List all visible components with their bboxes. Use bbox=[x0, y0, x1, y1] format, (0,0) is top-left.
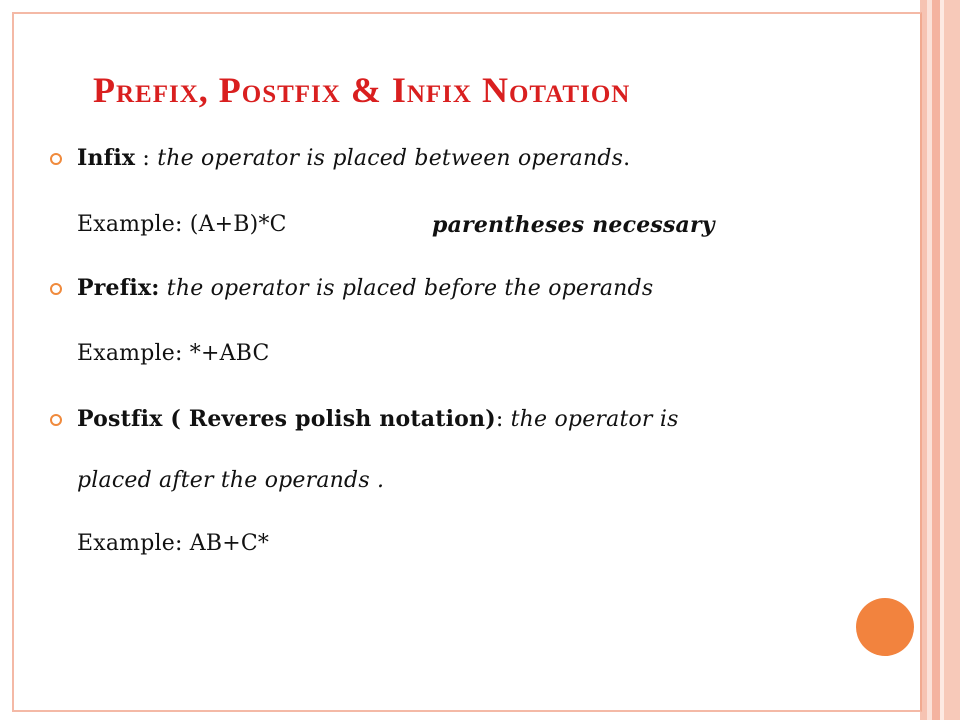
slide-title: Prefix, Postfix & Infix Notation bbox=[93, 70, 631, 110]
decorative-strip bbox=[932, 0, 940, 720]
postfix-definition-line-2 bbox=[77, 466, 384, 496]
prefix-definition-line bbox=[77, 273, 653, 304]
infix-separator: : bbox=[135, 146, 158, 171]
prefix-term: Prefix: bbox=[77, 275, 160, 301]
postfix-definition-part2: placed after the operands . bbox=[77, 468, 385, 493]
infix-definition-line bbox=[77, 143, 630, 174]
infix-example-line bbox=[77, 210, 287, 240]
postfix-example-line bbox=[77, 529, 269, 559]
prefix-example-line bbox=[77, 339, 270, 369]
infix-term: Infix bbox=[77, 145, 136, 171]
infix-example-value: (A+B)*C bbox=[189, 212, 287, 237]
infix-note-line bbox=[432, 210, 715, 241]
bullet-icon bbox=[50, 283, 62, 295]
infix-example-label: Example: bbox=[77, 212, 190, 237]
bullet-icon bbox=[50, 153, 62, 165]
bullet-icon bbox=[50, 414, 62, 426]
prefix-definition: the operator is placed before the operands bbox=[159, 276, 654, 301]
prefix-example-value: *+ABC bbox=[189, 341, 270, 366]
postfix-term: Postfix ( Reveres polish notation) bbox=[77, 406, 496, 432]
postfix-separator: : bbox=[495, 407, 504, 432]
infix-definition-end: . bbox=[623, 146, 631, 171]
decorative-strip bbox=[944, 0, 960, 720]
infix-definition: the operator is placed between operands bbox=[157, 146, 624, 171]
infix-note: parentheses necessary bbox=[432, 212, 715, 238]
decorative-circle bbox=[856, 598, 914, 656]
postfix-example-value: AB+C* bbox=[189, 531, 270, 556]
postfix-definition-line bbox=[77, 404, 679, 435]
postfix-example-label: Example: bbox=[77, 531, 190, 556]
postfix-definition-part1: the operator is bbox=[503, 407, 679, 432]
prefix-example-label: Example: bbox=[77, 341, 190, 366]
